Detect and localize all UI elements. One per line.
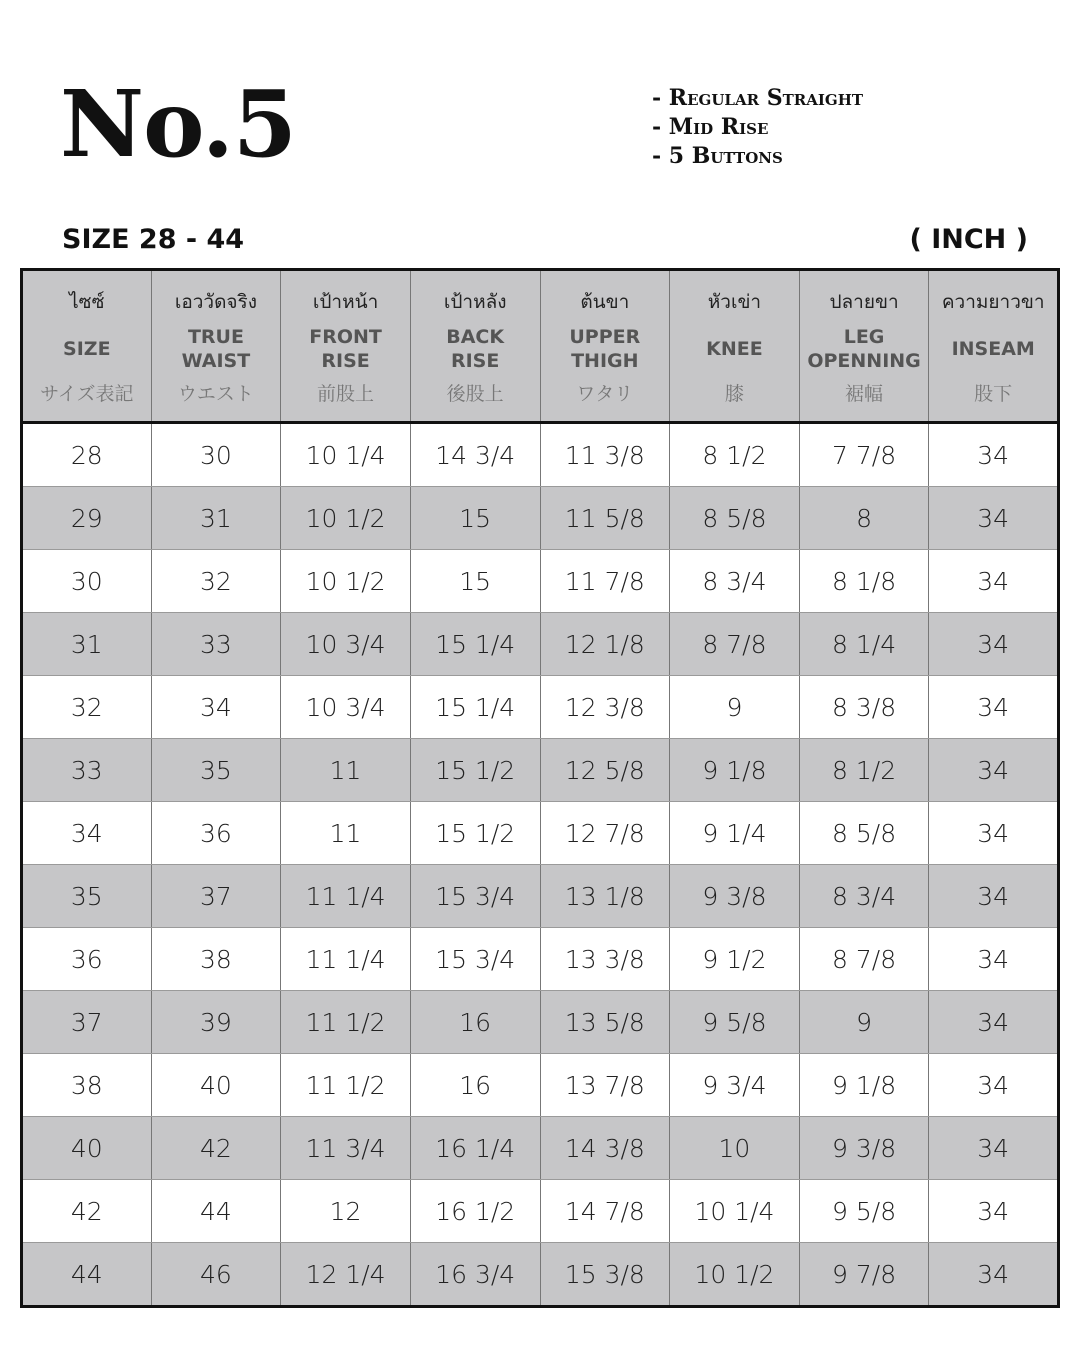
table-cell: 16 [410, 1054, 540, 1117]
table-cell: 34 [929, 1117, 1059, 1180]
column-header-thai: หัวเข่า [707, 290, 762, 313]
table-cell: 15 3/8 [540, 1243, 670, 1307]
table-cell: 8 1/4 [799, 613, 929, 676]
table-row [22, 676, 1059, 739]
table-cell: 34 [929, 1180, 1059, 1243]
table-cell: 9 1/8 [670, 739, 800, 802]
table-cell: 9 5/8 [799, 1180, 929, 1243]
column-header-english: LEG OPENNING [807, 325, 921, 372]
table-cell: 32 [22, 676, 152, 739]
table-cell: 11 5/8 [540, 487, 670, 550]
table-cell: 38 [22, 1054, 152, 1117]
table-cell: 32 [151, 550, 281, 613]
table-cell: 15 1/2 [410, 739, 540, 802]
table-cell: 12 1/8 [540, 613, 670, 676]
column-header-upper-thigh [540, 270, 670, 423]
column-header-knee [670, 270, 800, 423]
table-cell: 13 1/8 [540, 865, 670, 928]
table-cell: 15 [410, 487, 540, 550]
table-cell: 10 3/4 [281, 613, 411, 676]
column-header-inseam [929, 270, 1059, 423]
table-cell: 10 3/4 [281, 676, 411, 739]
table-cell: 37 [22, 991, 152, 1054]
column-header-true-waist [151, 270, 281, 423]
table-cell: 34 [929, 676, 1059, 739]
table-cell: 36 [151, 802, 281, 865]
table-cell: 9 5/8 [670, 991, 800, 1054]
feature-item: - Mid Rise [652, 114, 769, 140]
table-cell: 14 3/8 [540, 1117, 670, 1180]
table-cell: 8 1/2 [799, 739, 929, 802]
unit-label: ( INCH ) [909, 224, 1028, 255]
table-cell: 7 7/8 [799, 423, 929, 487]
table-cell: 16 1/4 [410, 1117, 540, 1180]
table-cell: 11 [281, 802, 411, 865]
feature-item: - 5 Buttons [652, 143, 783, 169]
table-cell: 13 3/8 [540, 928, 670, 991]
table-cell: 29 [22, 487, 152, 550]
table-cell: 10 1/2 [281, 550, 411, 613]
table-cell: 9 3/8 [670, 865, 800, 928]
table-cell: 34 [929, 928, 1059, 991]
table-cell: 30 [151, 423, 281, 487]
table-cell: 9 1/4 [670, 802, 800, 865]
column-header-japanese: 膝 [724, 382, 744, 405]
table-cell: 31 [151, 487, 281, 550]
table-cell: 28 [22, 423, 152, 487]
table-cell: 34 [929, 550, 1059, 613]
column-header-thai: เอววัดจริง [174, 290, 258, 313]
table-cell: 8 3/4 [799, 865, 929, 928]
table-cell: 35 [22, 865, 152, 928]
table-cell: 9 [799, 991, 929, 1054]
column-header-english: UPPER THIGH [569, 325, 641, 372]
table-cell: 36 [22, 928, 152, 991]
table-row [22, 487, 1059, 550]
column-header-japanese: サイズ表記 [40, 382, 134, 405]
table-row [22, 802, 1059, 865]
table-cell: 33 [151, 613, 281, 676]
table-cell: 10 1/4 [281, 423, 411, 487]
table-row [22, 1054, 1059, 1117]
table-cell: 11 1/2 [281, 1054, 411, 1117]
table-row [22, 928, 1059, 991]
table-cell: 8 7/8 [799, 928, 929, 991]
column-header-thai: ต้นขา [580, 290, 630, 313]
table-cell: 12 [281, 1180, 411, 1243]
table-header-row [22, 270, 1059, 423]
column-header-english: INSEAM [951, 337, 1035, 360]
table-cell: 31 [22, 613, 152, 676]
table-row [22, 739, 1059, 802]
column-header-leg-opening [799, 270, 929, 423]
table-row [22, 1243, 1059, 1307]
table-cell: 9 1/2 [670, 928, 800, 991]
table-cell: 11 7/8 [540, 550, 670, 613]
size-range-label: SIZE 28 - 44 [62, 224, 245, 255]
table-cell: 8 3/8 [799, 676, 929, 739]
table-cell: 16 3/4 [410, 1243, 540, 1307]
column-header-thai: ปลายขา [829, 290, 899, 313]
column-header-english: BACK RISE [446, 325, 505, 372]
column-header-back-rise [410, 270, 540, 423]
table-cell: 11 3/4 [281, 1117, 411, 1180]
table-cell: 11 [281, 739, 411, 802]
column-header-front-rise [281, 270, 411, 423]
table-cell: 42 [22, 1180, 152, 1243]
table-cell: 38 [151, 928, 281, 991]
column-header-thai: เป้าหน้า [312, 290, 379, 313]
column-header-japanese: 後股上 [446, 382, 504, 405]
column-header-thai: ไซซ์ [69, 290, 105, 313]
table-cell: 34 [929, 739, 1059, 802]
table-cell: 15 3/4 [410, 865, 540, 928]
column-header-thai: ความยาวขา [941, 290, 1045, 313]
column-header-english: TRUE WAIST [181, 325, 251, 372]
table-cell: 30 [22, 550, 152, 613]
table-cell: 33 [22, 739, 152, 802]
table-cell: 10 1/2 [281, 487, 411, 550]
table-cell: 42 [151, 1117, 281, 1180]
table-cell: 34 [929, 865, 1059, 928]
table-cell: 10 1/4 [670, 1180, 800, 1243]
column-header-japanese: ワタリ [576, 382, 634, 405]
table-cell: 11 1/4 [281, 928, 411, 991]
table-cell: 34 [929, 1054, 1059, 1117]
table-row [22, 1117, 1059, 1180]
table-cell: 11 1/4 [281, 865, 411, 928]
table-cell: 44 [151, 1180, 281, 1243]
table-cell: 9 [670, 676, 800, 739]
table-cell: 9 3/8 [799, 1117, 929, 1180]
table-cell: 34 [929, 423, 1059, 487]
table-cell: 37 [151, 865, 281, 928]
table-cell: 8 5/8 [670, 487, 800, 550]
table-row [22, 423, 1059, 487]
column-header-english: FRONT RISE [309, 325, 382, 372]
column-header-japanese: 股下 [974, 382, 1013, 405]
table-cell: 10 1/2 [670, 1243, 800, 1307]
table-row [22, 613, 1059, 676]
table-row [22, 550, 1059, 613]
column-header-english: SIZE [63, 337, 111, 360]
table-cell: 40 [151, 1054, 281, 1117]
table-row [22, 991, 1059, 1054]
table-cell: 12 1/4 [281, 1243, 411, 1307]
table-cell: 9 7/8 [799, 1243, 929, 1307]
table-cell: 34 [151, 676, 281, 739]
size-chart-table [20, 268, 1060, 1308]
table-cell: 11 3/8 [540, 423, 670, 487]
table-cell: 14 7/8 [540, 1180, 670, 1243]
table-cell: 8 3/4 [670, 550, 800, 613]
table-cell: 8 1/2 [670, 423, 800, 487]
table-cell: 44 [22, 1243, 152, 1307]
table-cell: 8 [799, 487, 929, 550]
table-cell: 34 [929, 487, 1059, 550]
table-cell: 11 1/2 [281, 991, 411, 1054]
column-header-thai: เป้าหลัง [443, 290, 507, 313]
table-cell: 13 5/8 [540, 991, 670, 1054]
column-header-japanese: 裾幅 [845, 382, 884, 405]
table-row [22, 1180, 1059, 1243]
table-cell: 16 [410, 991, 540, 1054]
product-title: No.5 [60, 70, 296, 178]
table-cell: 8 5/8 [799, 802, 929, 865]
table-cell: 15 1/4 [410, 613, 540, 676]
table-cell: 15 1/2 [410, 802, 540, 865]
table-cell: 40 [22, 1117, 152, 1180]
table-cell: 46 [151, 1243, 281, 1307]
table-cell: 10 [670, 1117, 800, 1180]
table-cell: 34 [929, 802, 1059, 865]
table-cell: 15 3/4 [410, 928, 540, 991]
table-cell: 15 [410, 550, 540, 613]
table-cell: 35 [151, 739, 281, 802]
table-cell: 12 3/8 [540, 676, 670, 739]
column-header-size [22, 270, 152, 423]
table-cell: 13 7/8 [540, 1054, 670, 1117]
table-cell: 8 1/8 [799, 550, 929, 613]
table-cell: 16 1/2 [410, 1180, 540, 1243]
column-header-japanese: 前股上 [317, 382, 375, 405]
feature-item: - Regular Straight [652, 85, 864, 111]
table-body [22, 423, 1059, 1307]
table-cell: 34 [22, 802, 152, 865]
table-cell: 39 [151, 991, 281, 1054]
feature-list [652, 84, 863, 171]
table-cell: 8 7/8 [670, 613, 800, 676]
table-cell: 12 5/8 [540, 739, 670, 802]
table-cell: 34 [929, 991, 1059, 1054]
table-cell: 34 [929, 1243, 1059, 1307]
table-cell: 9 1/8 [799, 1054, 929, 1117]
column-header-japanese: ウエスト [177, 382, 254, 405]
table-row [22, 865, 1059, 928]
table-cell: 34 [929, 613, 1059, 676]
table-cell: 15 1/4 [410, 676, 540, 739]
table-cell: 9 3/4 [670, 1054, 800, 1117]
table-cell: 12 7/8 [540, 802, 670, 865]
column-header-english: KNEE [706, 337, 763, 360]
table-cell: 14 3/4 [410, 423, 540, 487]
